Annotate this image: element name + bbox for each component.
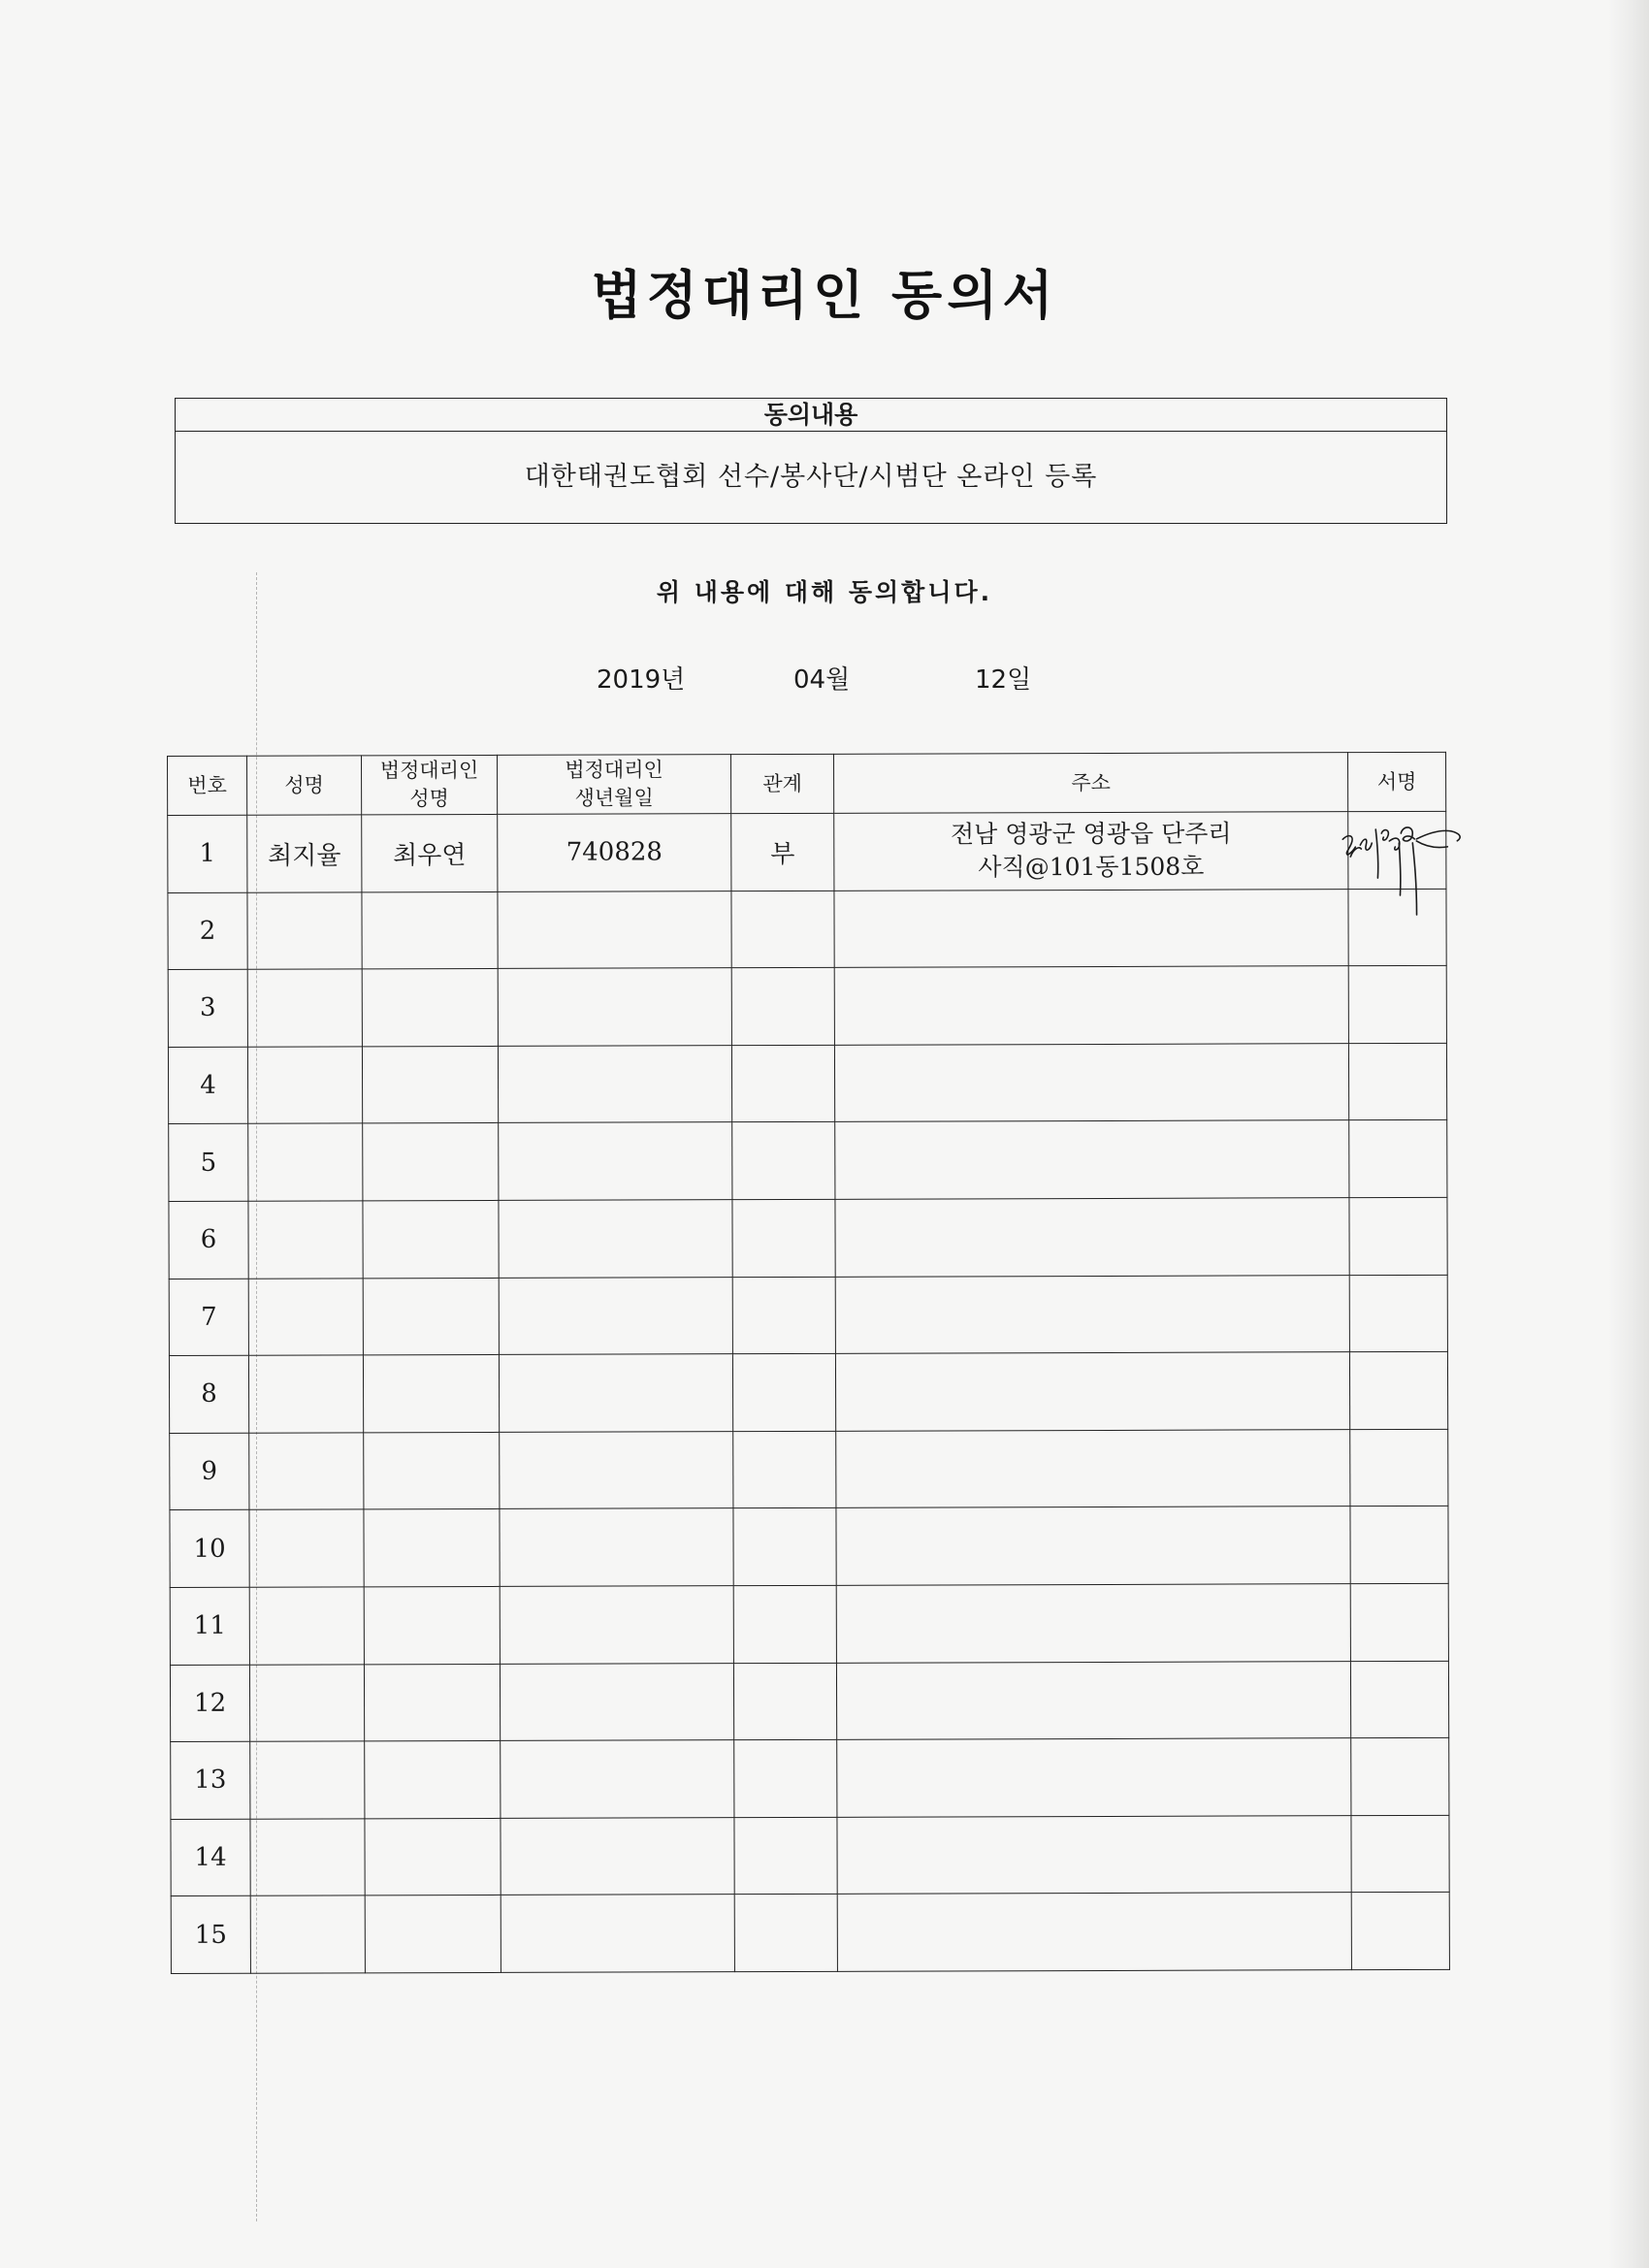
scan-edge-shadow: [1608, 0, 1649, 2268]
cell-signature: [1349, 1352, 1447, 1430]
cell-name: [247, 1047, 362, 1124]
cell-address: [836, 1584, 1350, 1663]
cell-guardian-birth: [500, 1508, 733, 1586]
cell-number: 9: [170, 1433, 249, 1510]
table-row: [169, 1197, 1447, 1279]
table-header-row: [168, 752, 1446, 815]
cell-address: [834, 1043, 1348, 1121]
cell-signature: [1348, 811, 1446, 889]
cell-guardian-birth: [498, 1045, 731, 1122]
cell-number: 14: [171, 1819, 250, 1896]
cell-name: [248, 1201, 363, 1279]
cell-guardian-birth: [501, 1740, 734, 1818]
cell-guardian-name: [364, 1509, 500, 1587]
address-line1: 전남 영광군 영광읍 단주리: [950, 819, 1232, 849]
cell-guardian-birth: [498, 891, 731, 968]
cell-guardian-birth: [500, 1431, 733, 1508]
cell-relation: 부: [731, 813, 834, 891]
consent-content-box: [175, 398, 1447, 524]
header-guardian-name: [362, 755, 498, 814]
table-row: [169, 1120, 1447, 1202]
cell-number: 11: [170, 1587, 249, 1665]
cell-guardian-birth: [499, 1277, 732, 1354]
cell-signature: [1351, 1815, 1449, 1893]
cell-address: [836, 1429, 1350, 1507]
cell-guardian-birth: [501, 1817, 734, 1895]
cell-relation: [734, 1817, 837, 1895]
cell-guardian-birth: [500, 1586, 733, 1664]
cell-signature: [1349, 1275, 1447, 1352]
consent-text: 대한태권도협회 선수/봉사단/시범단 온라인 등록: [524, 462, 1098, 492]
cell-signature: [1350, 1583, 1448, 1661]
header-relation: 관계: [730, 754, 833, 813]
table-row: [170, 1661, 1448, 1742]
date-day: 12일: [975, 665, 1032, 695]
cell-relation: [733, 1431, 836, 1508]
cell-guardian-name: [365, 1741, 501, 1819]
cell-guardian-name: [364, 1664, 500, 1741]
cell-relation: [733, 1585, 836, 1663]
table-row: [169, 1352, 1447, 1434]
cell-guardian-name: [363, 1355, 499, 1433]
cell-guardian-name: [363, 1200, 499, 1278]
cell-relation: [733, 1508, 836, 1586]
header-guardian-name-line1: 법정대리인: [379, 758, 479, 783]
cell-signature: [1349, 1120, 1447, 1198]
cell-address: [834, 966, 1348, 1045]
cell-guardian-name: [365, 1895, 501, 1973]
cell-address: [836, 1507, 1350, 1585]
cell-relation: [731, 968, 834, 1046]
cell-name: [250, 1741, 365, 1819]
cell-relation: [732, 1277, 835, 1354]
cell-number: 4: [168, 1047, 247, 1124]
cell-address: [834, 889, 1348, 967]
table-row: [170, 1429, 1448, 1510]
cell-guardian-name: [362, 969, 498, 1047]
cell-guardian-name: [364, 1432, 500, 1509]
cell-guardian-birth: [499, 1354, 732, 1432]
cell-name: [249, 1509, 364, 1587]
cell-guardian-birth: 740828: [498, 814, 731, 891]
table-row: [168, 811, 1446, 892]
table-row: [171, 1737, 1449, 1819]
cell-address: [834, 812, 1348, 891]
cell-number: 7: [169, 1279, 248, 1356]
cell-signature: [1350, 1429, 1448, 1507]
date-month: 04월: [793, 665, 851, 695]
cell-number: 6: [169, 1201, 248, 1279]
cell-name: [249, 1587, 364, 1665]
header-guardian-birth-line1: 법정대리인: [565, 758, 663, 782]
guardian-table: [167, 752, 1450, 1974]
cell-guardian-name: 최우연: [362, 814, 498, 891]
cell-name: [248, 1355, 363, 1433]
cell-address: [837, 1893, 1351, 1971]
cell-guardian-name: [364, 1586, 500, 1664]
cell-number: 13: [171, 1741, 250, 1819]
cell-number: 1: [168, 815, 247, 892]
cell-signature: [1348, 1043, 1446, 1120]
cell-guardian-name: [365, 1818, 501, 1895]
cell-guardian-name: [362, 891, 498, 969]
header-signature: 서명: [1347, 752, 1445, 811]
table-row: [168, 1043, 1446, 1124]
cell-relation: [732, 1122, 835, 1200]
cell-name: [247, 969, 362, 1047]
cell-number: 5: [169, 1124, 248, 1202]
cell-name: [248, 1278, 363, 1355]
cell-guardian-birth: [500, 1663, 733, 1740]
cell-signature: [1351, 1893, 1449, 1970]
cell-number: 15: [171, 1896, 250, 1974]
cell-relation: [732, 1353, 835, 1431]
cell-guardian-name: [363, 1278, 499, 1355]
table-row: [169, 1275, 1447, 1356]
cell-relation: [732, 1199, 835, 1277]
agree-statement: 위 내용에 대해 동의합니다.: [656, 578, 993, 606]
date-year: 2019년: [597, 665, 686, 695]
header-address: 주소: [833, 753, 1347, 814]
table-row: [171, 1893, 1449, 1974]
cell-address: [835, 1120, 1349, 1199]
cell-address: [835, 1352, 1349, 1431]
cell-address: [835, 1275, 1349, 1353]
cell-relation: [733, 1663, 836, 1740]
cell-address: [837, 1815, 1351, 1894]
cell-relation: [731, 1045, 834, 1122]
header-number: 번호: [168, 756, 247, 815]
cell-relation: [734, 1739, 837, 1817]
document-title: 법정대리인 동의서: [591, 265, 1058, 326]
cell-address: [836, 1661, 1350, 1739]
cell-address: [835, 1198, 1349, 1277]
table-row: [168, 889, 1446, 970]
cell-signature: [1348, 966, 1446, 1044]
cell-guardian-name: [362, 1046, 498, 1123]
table-row: [168, 966, 1446, 1048]
address-line2: 사직@101동1508호: [978, 852, 1205, 882]
cell-signature: [1350, 1661, 1448, 1738]
cell-signature: [1351, 1737, 1449, 1815]
table-row: [170, 1507, 1448, 1588]
header-guardian-name-line2: 성명: [409, 787, 449, 811]
cell-name: [248, 1123, 363, 1201]
cell-guardian-birth: [499, 1122, 732, 1200]
cell-signature: [1349, 1197, 1447, 1275]
cell-number: 10: [170, 1510, 249, 1588]
cell-name: [250, 1819, 365, 1896]
cell-name: 최지율: [247, 815, 362, 892]
cell-relation: [734, 1895, 837, 1972]
cell-guardian-birth: [498, 968, 731, 1046]
cell-guardian-name: [363, 1123, 499, 1201]
header-name: 성명: [247, 756, 362, 815]
cell-number: 12: [170, 1665, 249, 1742]
cell-name: [249, 1433, 364, 1510]
header-guardian-birth: [497, 755, 730, 815]
cell-number: 2: [168, 892, 247, 970]
cell-name: [250, 1895, 365, 1973]
cell-signature: [1350, 1507, 1448, 1584]
cell-name: [247, 891, 362, 969]
table-row: [171, 1815, 1449, 1896]
cell-guardian-birth: [499, 1200, 732, 1278]
cell-address: [837, 1738, 1351, 1817]
cell-guardian-birth: [501, 1895, 734, 1972]
consent-header: 동의내용: [176, 399, 1446, 432]
table-row: [170, 1583, 1448, 1665]
cell-name: [249, 1664, 364, 1741]
handwritten-signature: [1339, 820, 1494, 927]
cell-relation: [731, 891, 834, 968]
cell-number: 8: [169, 1355, 248, 1433]
cell-number: 3: [168, 969, 247, 1047]
header-guardian-birth-line2: 생년월일: [574, 786, 654, 810]
